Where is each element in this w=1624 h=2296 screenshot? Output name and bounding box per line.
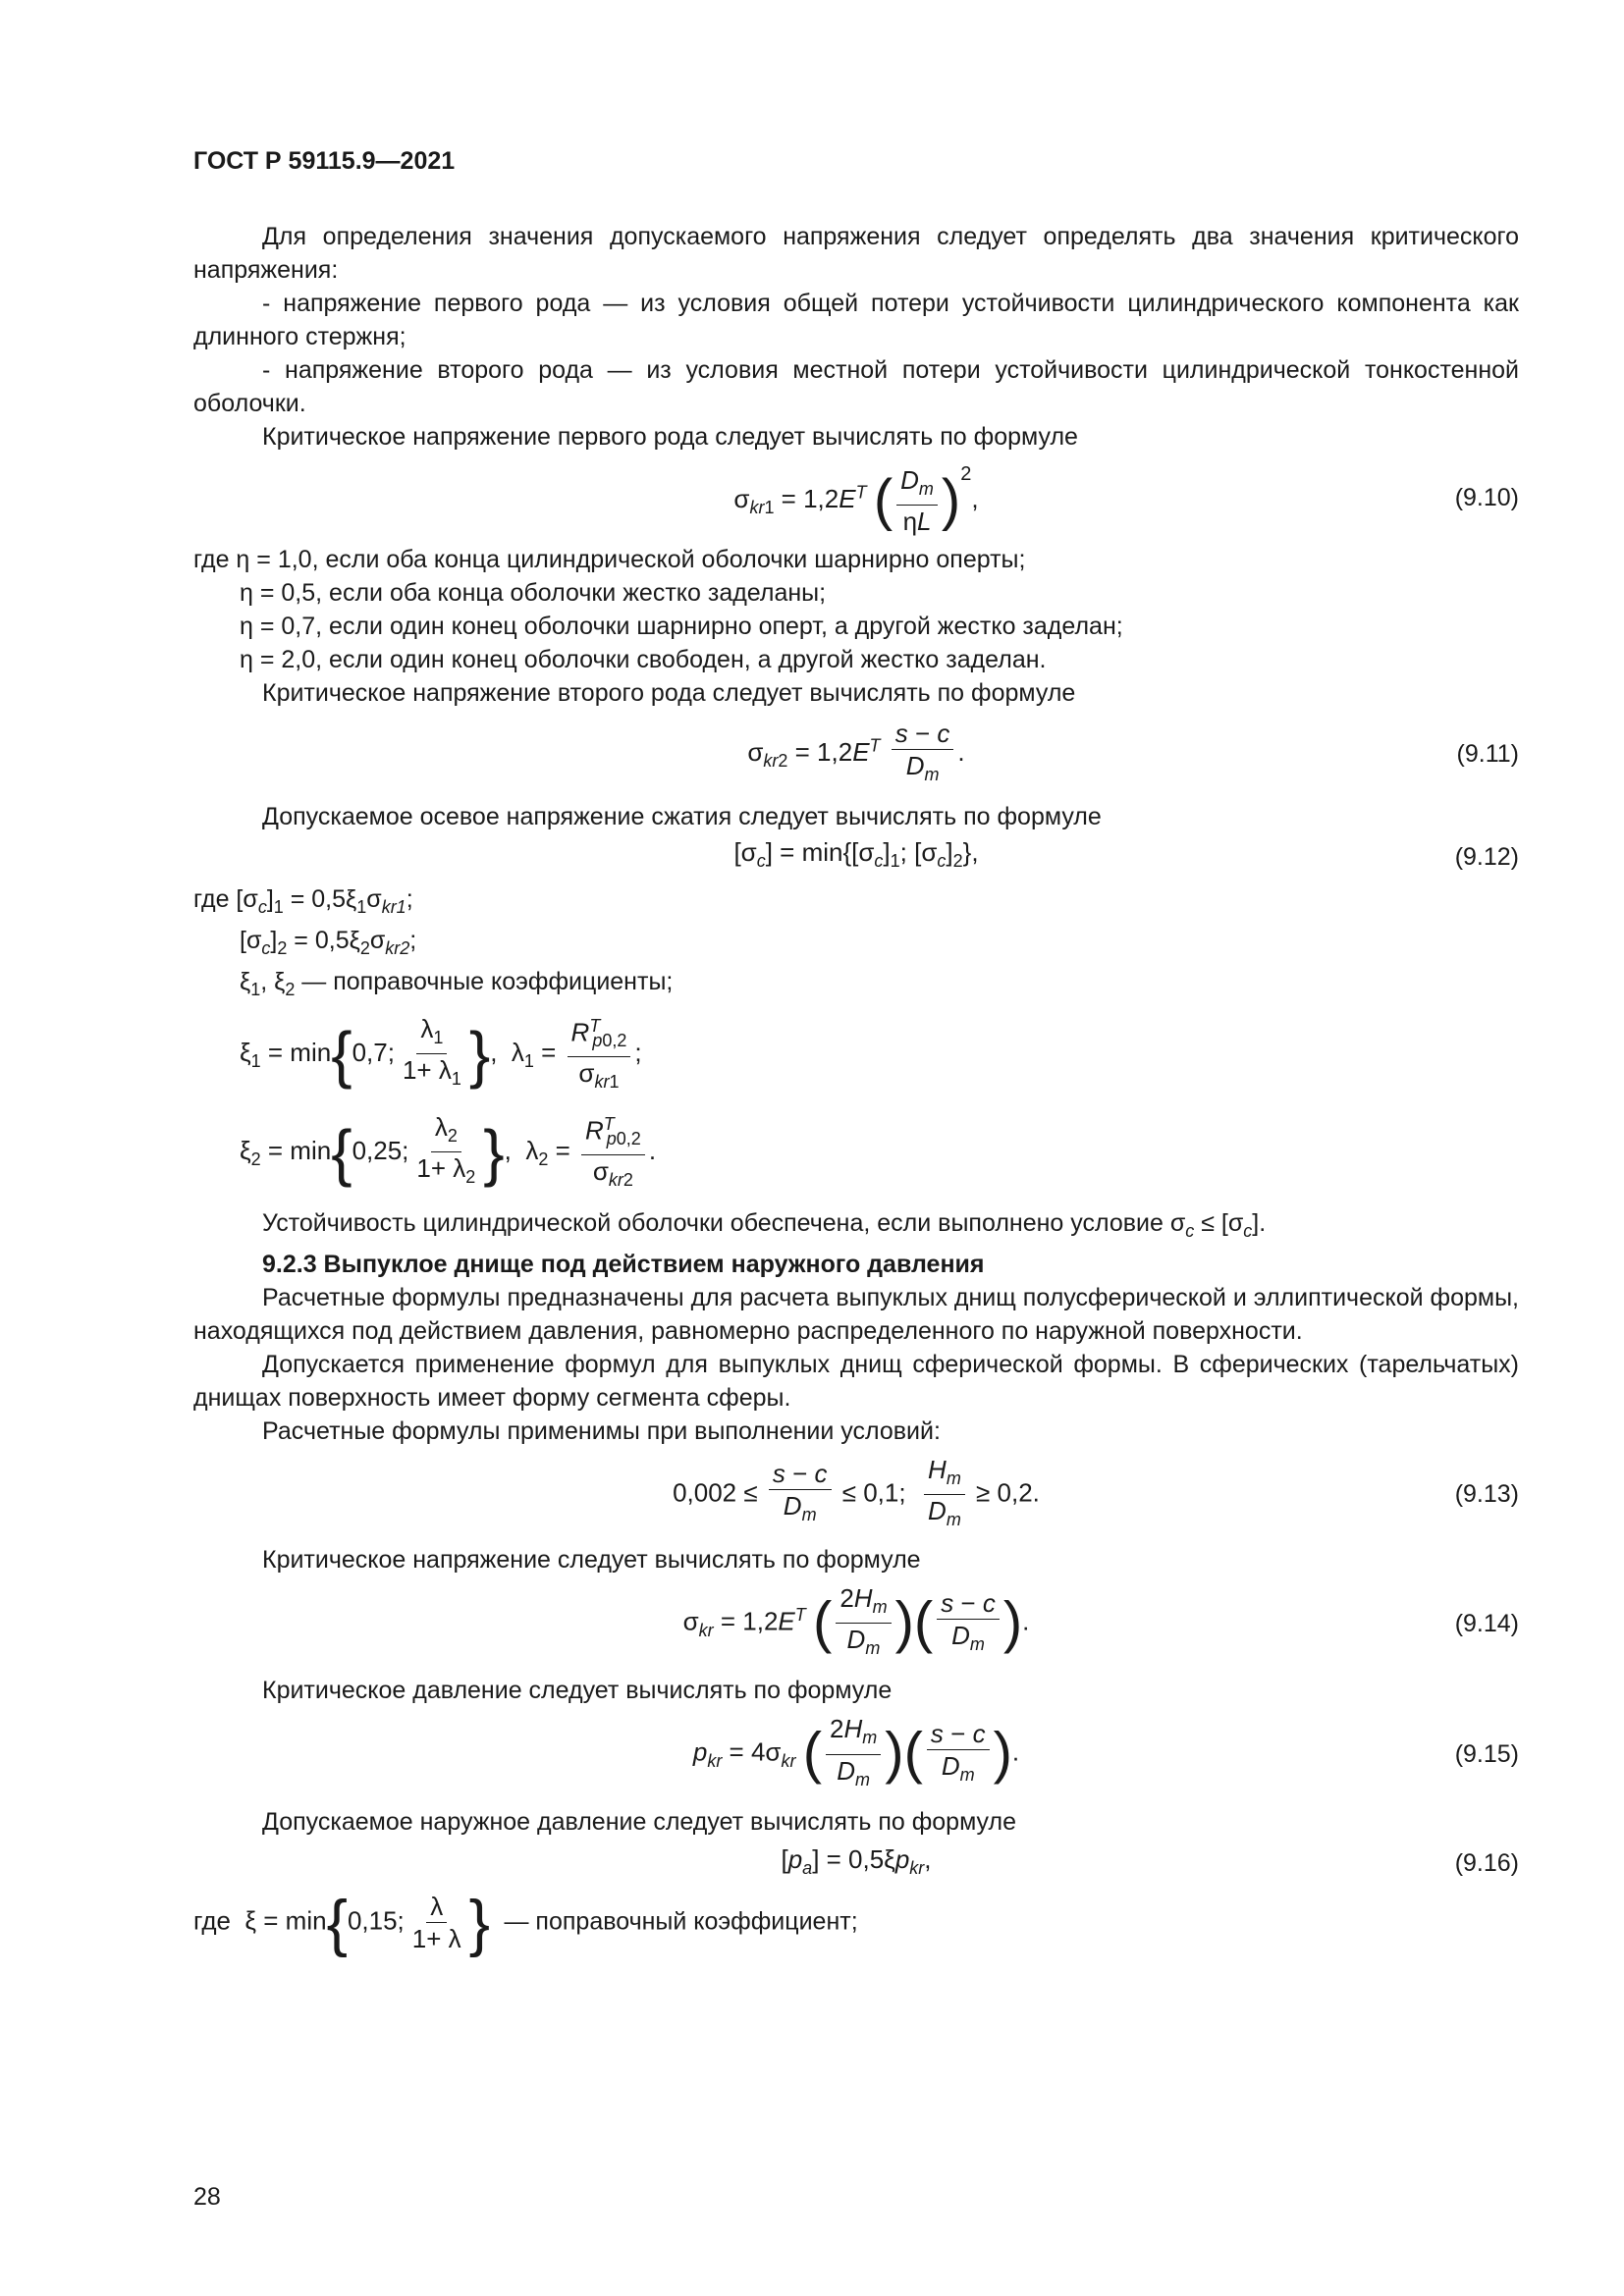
- document-body: [193, 220, 1519, 1958]
- eta-note-3: η = 0,7, если один конец оболочки шарнирно оперт, а другой жестко заделан;: [240, 613, 1123, 641]
- paragraph-section-4: Критическое напряжение следует вычислять по формуле: [262, 1546, 921, 1575]
- formula-9-15: $p_{kr} = 4\sigma_{kr}$ ( $\frac{2H_m}{D_m}$ )( $\frac{s - c}{D_m}$ ). (9.15): [692, 1714, 1519, 1789]
- eta-note-4: η = 2,0, если один конец оболочки свободен, а другой жестко заделан.: [240, 646, 1047, 674]
- xi-note-1: где $[\sigma_c]_1 = 0,5\xi_1\sigma_{kr1}$;: [193, 884, 413, 917]
- stability-text: Устойчивость цилиндрической оболочки обеспечена, если выполнено условие σ: [262, 1208, 1186, 1237]
- formula-number: (9.15): [1454, 1740, 1519, 1769]
- formula-number: (9.13): [1454, 1480, 1519, 1509]
- formula-xi-2: $\xi_2 = \min\{0,25$; $\frac{\lambda_2}{1+ \lambda_2}$ }, $\lambda_2$ = $\frac{R^T_{p0,2}}{\sigma_{kr2}}$ .: [193, 1108, 1519, 1197]
- eta-note-1: где η = 1,0, если оба конца цилиндрической оболочки шарнирно оперты;: [193, 546, 1026, 574]
- paragraph-formula-intro: Критическое напряжение первого рода следует вычислять по формуле: [262, 423, 1078, 451]
- formula-number: (9.11): [1456, 740, 1519, 769]
- paragraph-section-3: Расчетные формулы применимы при выполнении условий:: [262, 1416, 941, 1445]
- corr-tail: — поправочный коэффициент;: [504, 1907, 858, 1936]
- stability-end: ≤ [σ: [1194, 1208, 1244, 1237]
- paragraph-second-kind-formula: Критическое напряжение второго рода следует вычислять по формуле: [262, 679, 1076, 708]
- paragraph-section-1: Расчетные формулы предназначены для расчета выпуклых днищ полусферической и эллиптической формы, находящихся под действием давления, равномерно распределенного по наружной поверхности.: [193, 1283, 1519, 1345]
- paragraph-intro: Для определения значения допускаемого напряжения следует определять два значения критического напряжения:: [193, 223, 1519, 284]
- xi-corr-text: — поправочные коэффициенты;: [301, 967, 674, 995]
- formula-9-12: $[\sigma_c] = \min\{[\sigma_c]_1$; $[\sigma_c]_2$}, (9.12): [193, 835, 1519, 878]
- xi-note-2: $[\sigma_c]_2 = 0,5\xi_2\sigma_{kr2}$;: [240, 926, 417, 958]
- paragraph-axial: Допускаемое осевое напряжение сжатия следует вычислять по формуле: [262, 803, 1102, 831]
- formula-9-10: $\sigma_{kr1} = 1,2E^T$ ( $\frac{D_m}{\eta L}$ )$^2$, (9.10): [733, 463, 1519, 537]
- xi-note-3: $\xi_1$, $\xi_2$ — поправочные коэффициенты;: [240, 967, 674, 999]
- formula-9-14: $\sigma_{kr} = 1,2E^T$ ( $\frac{2H_m}{D_m}$ )( $\frac{s - c}{D_m}$ ). (9.14): [682, 1583, 1519, 1659]
- stability-close: ].: [1252, 1208, 1267, 1237]
- paragraph-section-6: Допускаемое наружное давление следует вычислять по формуле: [262, 1807, 1016, 1836]
- formula-number: (9.14): [1454, 1609, 1519, 1637]
- formula-number: (9.12): [1454, 843, 1519, 871]
- paragraph-first-kind: - напряжение первого рода — из условия общей потери устойчивости цилиндрического компонента как длинного стержня;: [193, 290, 1519, 350]
- paragraph-section-2: Допускается применение формул для выпуклых днищ сферической формы. В сферических (тарельчатых) днищах поверхность имеет форму сегмента сферы.: [193, 1350, 1519, 1412]
- document-code: ГОСТ Р 59115.9—2021: [193, 147, 456, 175]
- formula-number: (9.10): [1454, 483, 1519, 511]
- formula-9-13: 0,002 ≤ $\frac{s - c}{D_m}$ ≤ 0,1; $\frac{H_m}{D_m}$ ≥ 0,2. (9.13): [673, 1454, 1519, 1530]
- formula-number: (9.16): [1454, 1849, 1519, 1878]
- where-word: где: [193, 1905, 231, 1936]
- formula-9-16: $[p_a] = 0,5\xi p_{kr}$, (9.16): [193, 1842, 1519, 1885]
- eta-note-2: η = 0,5, если оба конца оболочки жестко заделаны;: [240, 579, 827, 608]
- page-number: 28: [193, 2183, 221, 2211]
- section-title: 9.2.3 Выпуклое днище под действием наружного давления: [262, 1250, 985, 1278]
- formula-xi-last: где ξ = min{0,15; $\frac{\lambda}{1+ \lambda}$ } — поправочный коэффициент;: [193, 1887, 858, 1958]
- formula-xi-1: $\xi_1 = \min\{0,7$; $\frac{\lambda_1}{1+ \lambda_1}$ }, $\lambda_1$ = $\frac{R^T_{p0,2}}{\sigma_{kr1}}$ ;: [193, 1010, 1519, 1098]
- paragraph-section-5: Критическое давление следует вычислять по формуле: [262, 1677, 893, 1705]
- paragraph-stability: Устойчивость цилиндрической оболочки обеспечена, если выполнено условие $\sigma_c \le [\sigma_c]$.: [262, 1208, 1267, 1241]
- paragraph-second-kind: - напряжение второго рода — из условия местной потери устойчивости цилиндрической тонкостенной оболочки.: [193, 356, 1519, 417]
- formula-9-11: $\sigma_{kr2} = 1,2E^T$ $\frac{s - c}{D_m}$ . (9.11): [747, 719, 1519, 785]
